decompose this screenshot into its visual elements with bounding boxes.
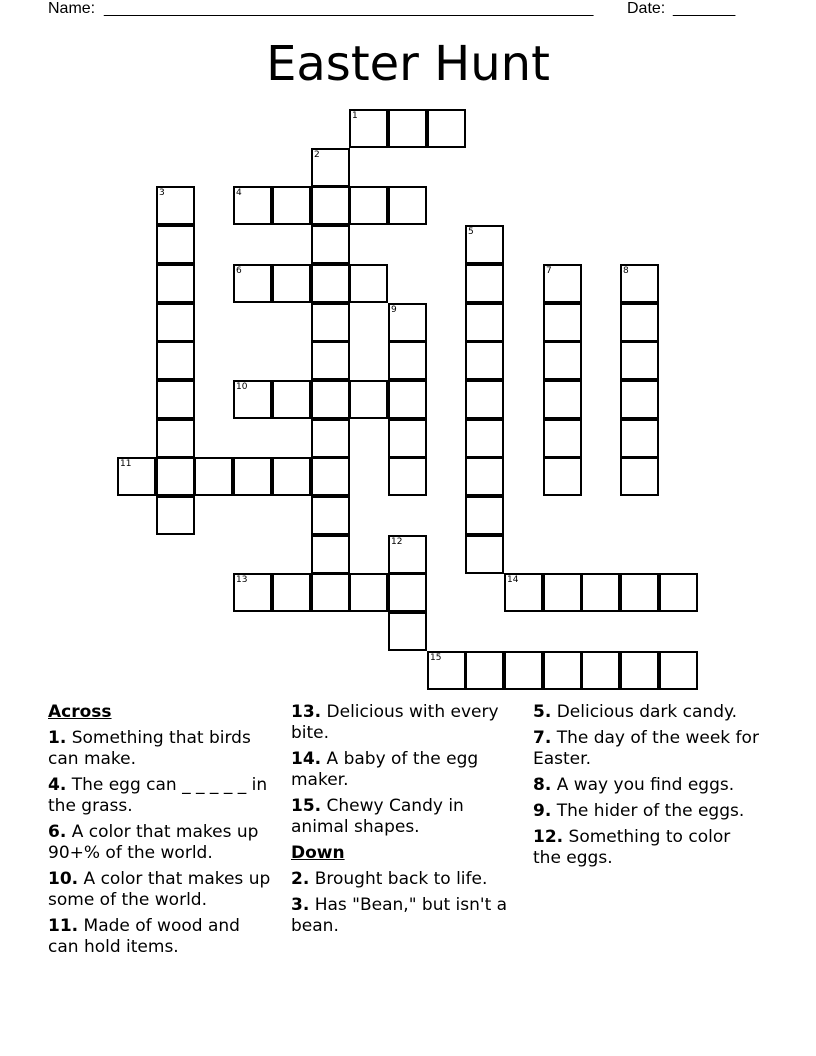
grid-cell — [349, 264, 388, 303]
grid-cell — [504, 651, 543, 690]
grid-cell — [156, 264, 195, 303]
clue-number: 12. — [533, 827, 564, 847]
clue-across-6 — [48, 822, 274, 864]
grid-cell — [272, 573, 311, 612]
grid-cell — [620, 380, 659, 419]
grid-cell — [311, 225, 350, 264]
grid-cell — [311, 380, 350, 419]
grid-cell — [543, 341, 582, 380]
clue-text: Something that birds can make. — [48, 728, 251, 769]
down-heading: Down — [291, 843, 345, 863]
clue-text: Made of wood and can hold items. — [48, 916, 240, 957]
grid-cell — [620, 651, 659, 690]
clue-across-4 — [48, 775, 274, 817]
grid-cell — [388, 612, 427, 651]
clue-number: 11. — [48, 916, 79, 936]
clue-number: 13. — [291, 702, 322, 722]
grid-cell — [311, 186, 350, 225]
name-blank: _______________________________________________________ — [104, 0, 594, 17]
clue-number: 8. — [533, 775, 552, 795]
clue-number: 2. — [291, 869, 310, 889]
clue-text: A color that makes up some of the world. — [48, 869, 271, 910]
clue-across-15 — [291, 796, 517, 838]
grid-cell — [543, 264, 582, 303]
grid-cell — [233, 264, 272, 303]
clue-text: A color that makes up 90+% of the world. — [48, 822, 259, 863]
grid-cell — [233, 380, 272, 419]
clue-down-8 — [533, 775, 759, 796]
grid-cell — [465, 651, 504, 690]
grid-cell — [311, 341, 350, 380]
grid-cell — [465, 225, 504, 264]
clue-down-3 — [291, 895, 517, 937]
clue-across-1 — [48, 728, 274, 770]
grid-cell — [620, 341, 659, 380]
grid-cell — [272, 264, 311, 303]
grid-cell — [194, 457, 233, 496]
cell-number: 14 — [507, 575, 519, 585]
clue-text: The hider of the eggs. — [556, 801, 745, 821]
grid-cell — [388, 109, 427, 148]
clue-text: The day of the week for Easter. — [533, 728, 759, 769]
cell-number: 7 — [546, 266, 552, 276]
clues-column-3 — [533, 702, 759, 874]
grid-cell — [659, 651, 698, 690]
grid-cell — [311, 496, 350, 535]
grid-cell — [311, 573, 350, 612]
clue-number: 9. — [533, 801, 552, 821]
cell-number: 15 — [430, 653, 442, 663]
clue-number: 14. — [291, 749, 322, 769]
grid-cell — [388, 303, 427, 342]
cell-number: 10 — [236, 382, 248, 392]
cell-number: 9 — [391, 305, 397, 315]
clue-down-9 — [533, 801, 759, 822]
grid-cell — [156, 496, 195, 535]
grid-cell — [388, 457, 427, 496]
grid-cell — [543, 303, 582, 342]
clue-text: The egg can _ _ _ _ _ in the grass. — [48, 775, 268, 816]
grid-cell — [427, 651, 466, 690]
clue-across-14 — [291, 749, 517, 791]
clue-down-2 — [291, 869, 517, 890]
cell-number: 11 — [120, 459, 132, 469]
grid-cell — [272, 186, 311, 225]
grid-cell — [233, 573, 272, 612]
clue-number: 3. — [291, 895, 310, 915]
date-blank: _______ — [673, 0, 736, 17]
grid-cell — [465, 341, 504, 380]
cell-number: 6 — [236, 266, 242, 276]
grid-cell — [543, 651, 582, 690]
clue-text: Has "Bean," but isn't a bean. — [291, 895, 508, 936]
cell-number: 5 — [468, 227, 474, 237]
clue-number: 7. — [533, 728, 552, 748]
clue-text: Something to color the eggs. — [533, 827, 731, 868]
clues-column-1 — [48, 702, 274, 963]
clue-text: A baby of the egg maker. — [291, 749, 479, 790]
cell-number: 8 — [623, 266, 629, 276]
grid-cell — [620, 303, 659, 342]
grid-cell — [543, 380, 582, 419]
grid-cell — [311, 148, 350, 187]
cell-number: 4 — [236, 188, 242, 198]
grid-cell — [465, 380, 504, 419]
grid-cell — [581, 573, 620, 612]
grid-cell — [117, 457, 156, 496]
grid-cell — [349, 380, 388, 419]
cell-number: 1 — [352, 111, 358, 121]
clue-number: 4. — [48, 775, 67, 795]
grid-cell — [311, 457, 350, 496]
grid-cell — [427, 109, 466, 148]
grid-cell — [156, 380, 195, 419]
grid-cell — [388, 419, 427, 458]
clue-across-13 — [291, 702, 517, 744]
grid-cell — [156, 457, 195, 496]
grid-cell — [233, 186, 272, 225]
date-label: Date: — [627, 0, 666, 17]
grid-cell — [581, 651, 620, 690]
grid-cell — [388, 535, 427, 574]
cell-number: 2 — [314, 150, 320, 160]
grid-cell — [465, 264, 504, 303]
grid-cell — [349, 109, 388, 148]
grid-cell — [233, 457, 272, 496]
grid-cell — [156, 419, 195, 458]
grid-cell — [620, 457, 659, 496]
clue-number: 1. — [48, 728, 67, 748]
grid-cell — [156, 341, 195, 380]
clue-text: A way you find eggs. — [556, 775, 735, 795]
grid-cell — [349, 573, 388, 612]
cell-number: 12 — [391, 537, 403, 547]
across-heading: Across — [48, 702, 112, 722]
clue-number: 10. — [48, 869, 79, 889]
grid-cell — [311, 264, 350, 303]
clue-number: 15. — [291, 796, 322, 816]
grid-cell — [620, 264, 659, 303]
clue-text: Brought back to life. — [314, 869, 488, 889]
grid-cell — [311, 535, 350, 574]
grid-cell — [388, 380, 427, 419]
grid-cell — [659, 573, 698, 612]
clue-number: 6. — [48, 822, 67, 842]
grid-cell — [504, 573, 543, 612]
grid-cell — [272, 380, 311, 419]
clue-down-7 — [533, 728, 759, 770]
clue-across-11 — [48, 916, 274, 958]
grid-cell — [156, 186, 195, 225]
grid-cell — [465, 535, 504, 574]
grid-cell — [543, 573, 582, 612]
page-title: Easter Hunt — [266, 36, 550, 92]
grid-cell — [620, 573, 659, 612]
cell-number: 13 — [236, 575, 248, 585]
grid-cell — [543, 457, 582, 496]
grid-cell — [272, 457, 311, 496]
grid-cell — [465, 303, 504, 342]
grid-cell — [465, 419, 504, 458]
clue-text: Delicious with every bite. — [291, 702, 499, 743]
clue-text: Chewy Candy in animal shapes. — [291, 796, 464, 837]
grid-cell — [543, 419, 582, 458]
name-label: Name: — [48, 0, 96, 17]
grid-cell — [388, 573, 427, 612]
clue-text: Delicious dark candy. — [556, 702, 738, 722]
clue-across-10 — [48, 869, 274, 911]
grid-cell — [349, 186, 388, 225]
clues-column-2 — [291, 702, 517, 942]
grid-cell — [156, 303, 195, 342]
grid-cell — [311, 303, 350, 342]
clue-number: 5. — [533, 702, 552, 722]
grid-cell — [311, 419, 350, 458]
grid-cell — [465, 457, 504, 496]
clue-down-5 — [533, 702, 759, 723]
grid-cell — [465, 496, 504, 535]
grid-cell — [388, 186, 427, 225]
cell-number: 3 — [159, 188, 165, 198]
grid-cell — [156, 225, 195, 264]
grid-cell — [388, 341, 427, 380]
grid-cell — [620, 419, 659, 458]
clue-down-12 — [533, 827, 759, 869]
